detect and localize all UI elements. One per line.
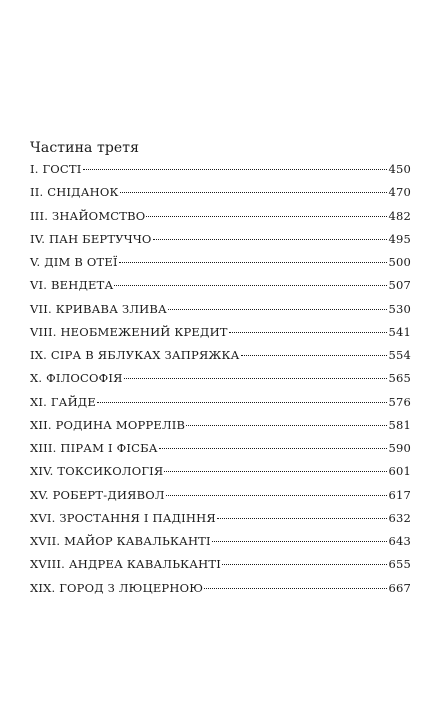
toc-entry-number: XIII. <box>30 441 57 455</box>
toc-entry-number: VIII. <box>30 324 57 339</box>
toc-entry-number: IX. <box>30 348 47 362</box>
toc-entry-page: 565 <box>388 371 411 386</box>
toc-entry-number: VI. <box>30 278 48 293</box>
toc-entry-number: XV. <box>30 487 49 502</box>
dot-leader <box>204 588 387 589</box>
toc-entry-page: 643 <box>388 534 411 548</box>
section-title: Частина третя <box>30 140 140 156</box>
toc-entry-8 <box>30 324 411 347</box>
toc-entry-page: 581 <box>388 417 411 432</box>
dot-leader <box>153 239 388 240</box>
dot-leader <box>229 332 388 333</box>
toc-entry-1 <box>30 161 411 184</box>
toc-entry-page: 617 <box>388 487 411 502</box>
toc-entry-16 <box>30 510 411 533</box>
toc-entry-title: ВЕНДЕТА <box>50 278 114 293</box>
dot-leader <box>212 541 388 542</box>
toc-entry-number: XVIII. <box>30 557 65 572</box>
toc-entry-page: 632 <box>388 510 411 525</box>
toc-entry-number: XI. <box>30 394 47 409</box>
toc-entry-3 <box>30 208 411 231</box>
toc-entry-7 <box>30 301 411 324</box>
toc-entry-title: МАЙОР КАВАЛЬКАНТІ <box>64 534 211 548</box>
dot-leader <box>241 355 388 356</box>
toc-entry-title: ТОКСИКОЛОГІЯ <box>57 464 164 479</box>
toc-entry-page: 500 <box>388 255 411 269</box>
toc-entry-page: 576 <box>388 394 411 409</box>
toc-entry-title: НЕОБМЕЖЕНИЙ КРЕДИТ <box>60 324 228 339</box>
dot-leader <box>186 425 387 426</box>
toc-entry-15 <box>30 487 411 510</box>
toc-entry-title: ПІРАМ І ФІСБА <box>60 441 158 455</box>
toc-entry-page: 482 <box>388 208 411 223</box>
toc-entry-number: VII. <box>30 301 52 316</box>
toc-entry-title: ЗНАЙОМСТВО <box>51 208 146 223</box>
toc-entry-5 <box>30 254 411 277</box>
toc-entry-number: IV. <box>30 231 46 246</box>
dot-leader <box>217 518 388 519</box>
toc-entry-2 <box>30 184 411 207</box>
toc-entry-title: РОБЕРТ-ДИЯВОЛ <box>52 487 165 502</box>
toc-entry-number: I. <box>30 162 39 176</box>
toc-entry-4 <box>30 231 411 254</box>
dot-leader <box>120 192 388 193</box>
toc-entry-title: ДІМ В ОТЕЇ <box>44 255 118 269</box>
toc-entry-number: XVII. <box>30 534 61 548</box>
toc-entry-page: 470 <box>388 185 411 200</box>
toc-entry-page: 530 <box>388 301 411 316</box>
dot-leader <box>124 378 388 379</box>
toc-entry-11 <box>30 394 411 417</box>
dot-leader <box>164 471 387 472</box>
toc-entry-page: 667 <box>388 580 411 595</box>
toc-entry-title: ГОСТІ <box>42 162 82 176</box>
toc-entry-title: ЗРОСТАННЯ І ПАДІННЯ <box>59 510 216 525</box>
toc-entry-19 <box>30 580 411 603</box>
dot-leader <box>146 216 387 217</box>
toc-entry-6 <box>30 277 411 300</box>
toc-entry-title: РОДИНА МОРРЕЛІВ <box>55 417 186 432</box>
toc-entry-page: 450 <box>388 162 411 176</box>
toc-entry-17 <box>30 533 411 556</box>
toc-entry-13 <box>30 440 411 463</box>
toc-entry-number: III. <box>30 208 49 223</box>
toc-entry-9 <box>30 347 411 370</box>
toc-entry-title: КРИВАВА ЗЛИВА <box>55 301 167 316</box>
toc-entry-page: 541 <box>388 324 411 339</box>
toc-entry-10 <box>30 370 411 393</box>
dot-leader <box>97 402 387 403</box>
toc-entry-14 <box>30 463 411 486</box>
toc-entry-page: 590 <box>388 441 411 455</box>
toc-entry-12 <box>30 417 411 440</box>
toc-entry-title: ФІЛОСОФІЯ <box>46 371 123 386</box>
toc-entry-number: X. <box>30 371 43 386</box>
toc-entry-number: XIV. <box>30 464 54 479</box>
toc-entry-title: ГАЙДЕ <box>50 394 96 409</box>
table-of-contents <box>30 161 411 603</box>
toc-entry-title: СІРА В ЯБЛУКАХ ЗАПРЯЖКА <box>50 348 240 362</box>
toc-entry-page: 495 <box>388 231 411 246</box>
toc-entry-number: II. <box>30 185 44 200</box>
dot-leader <box>114 285 387 286</box>
dot-leader <box>119 262 388 263</box>
toc-entry-number: XIX. <box>30 580 56 595</box>
toc-entry-page: 601 <box>388 464 411 479</box>
toc-entry-page: 507 <box>388 278 411 293</box>
dot-leader <box>83 169 388 170</box>
toc-entry-title: СНІДАНОК <box>47 185 119 200</box>
toc-entry-number: XII. <box>30 417 52 432</box>
dot-leader <box>168 309 388 310</box>
toc-entry-number: XVI. <box>30 510 56 525</box>
dot-leader <box>166 495 388 496</box>
toc-entry-18 <box>30 556 411 579</box>
dot-leader <box>159 448 388 449</box>
toc-entry-title: АНДРЕА КАВАЛЬКАНТІ <box>68 557 221 572</box>
toc-entry-number: V. <box>30 255 41 269</box>
dot-leader <box>222 564 387 565</box>
toc-entry-page: 655 <box>388 557 411 572</box>
toc-entry-page: 554 <box>388 348 411 362</box>
toc-entry-title: ПАН БЕРТУЧЧО <box>48 231 152 246</box>
toc-entry-title: ГОРОД З ЛЮЦЕРНОЮ <box>59 580 204 595</box>
